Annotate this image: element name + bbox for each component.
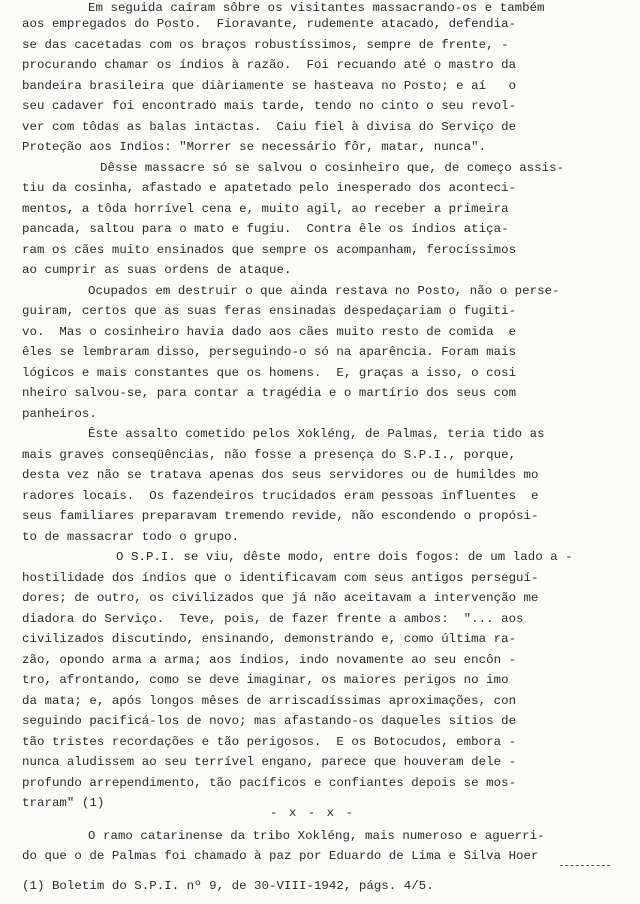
- text-line: tro, afrontando, como se deve imaginar, os maiores perigos no imo: [22, 673, 509, 687]
- dashed-rule: [560, 865, 610, 866]
- text-line: aos empregados do Posto. Fioravante, rudemente atacado, defendia-: [22, 17, 517, 31]
- text-line: Êste assalto cometido pelos Xokléng, de Palmas, teria tido as: [88, 427, 545, 441]
- text-line: nunca aludissem ao seu terrível engano, parece que houveram dele -: [22, 755, 517, 769]
- text-line: vo. Mas o cosinheiro havia dado aos cães muito resto de comida e: [22, 325, 517, 339]
- text-line: seus familiares preparavam tremendo revide, não escondendo o propósi-: [22, 509, 539, 523]
- text-line: Proteção aos Indios: "Morrer se necessário fôr, matar, nunca".: [22, 140, 487, 154]
- text-line: panheiros.: [22, 407, 97, 421]
- text-line: procurando chamar os índios à razão. Foi recuando até o mastro da: [22, 58, 517, 72]
- text-line: O ramo catarinense da tribo Xokléng, mais numeroso e aguerri-: [88, 829, 545, 843]
- text-line: Em seguida caíram sôbre os visitantes massacrando-os e também: [88, 1, 545, 15]
- text-line: desta vez não se tratava apenas dos seus servidores ou de humildes mo: [22, 468, 539, 482]
- text-line: ver com tôdas as balas intactas. Caiu fiel à divisa do Serviço de: [22, 120, 517, 134]
- text-line: profundo arrependimento, tão pacíficos e confiantes depois se mos-: [22, 776, 517, 790]
- text-line: ao cumprir as suas ordens de ataque.: [22, 263, 292, 277]
- text-line: seu cadaver foi encontrado mais tarde, tendo no cinto o seu revol-: [22, 99, 517, 113]
- text-line: bandeira brasileira que diàriamente se hasteava no Posto; e aí o: [22, 79, 517, 93]
- text-line: nheiro salvou-se, para contar a tragédia e o martírio dos seus com: [22, 386, 517, 400]
- text-line: do que o de Palmas foi chamado à paz por Eduardo de Lima e Silva Hoer: [22, 849, 539, 863]
- text-line: radores locais. Os fazendeiros trucidados eram pessoas influentes e: [22, 489, 539, 503]
- text-line: seguindo pacificá-los de novo; mas afastando-os daqueles sítios de: [22, 714, 517, 728]
- section-separator: - x - x -: [270, 806, 355, 820]
- text-line: tão tristes recordações e tão perigosos. E os Botocudos, embora -: [22, 735, 517, 749]
- text-line: mentos, a tôda horrível cena e, muito agil, ao receber a primeira: [22, 202, 509, 216]
- text-line: hostilidade dos índios que o identificavam com seus antigos perseguí-: [22, 571, 539, 585]
- text-line: Ocupados em destruir o que ainda restava no Posto, não o perse-: [88, 284, 560, 298]
- text-line: lógicos e mais constantes que os homens. E, graças a isso, o cosi: [22, 366, 517, 380]
- text-line: mais graves conseqüências, não fosse a presença do S.P.I., porque,: [22, 448, 517, 462]
- text-line: Dêsse massacre só se salvou o cosinheiro que, de começo assis-: [100, 161, 565, 175]
- footnote: (1) Boletim do S.P.I. nº 9, de 30-VIII-1942, págs. 4/5.: [22, 879, 434, 893]
- text-line: ram os cães muito ensinados que sempre os acompanham, ferocíssimos: [22, 243, 517, 257]
- text-line: O S.P.I. se viu, dêste modo, entre dois fogos: de um lado a -: [116, 550, 573, 564]
- text-line: dores; de outro, os civilizados que já não aceitavam a intervenção me: [22, 591, 539, 605]
- text-line: êles se lembraram disso, perseguindo-o só na aparência. Foram mais: [22, 345, 517, 359]
- text-line: pancada, saltou para o mato e fugiu. Contra êle os índios atiça-: [22, 222, 509, 236]
- text-line: se das cacetadas com os braços robustíssimos, sempre de frente, -: [22, 38, 509, 52]
- text-line: to de massacrar todo o grupo.: [22, 530, 240, 544]
- text-line: zão, opondo arma a arma; aos índios, indo novamente ao seu encôn -: [22, 653, 517, 667]
- text-line: tiu da cosinha, afastado e apatetado pelo inesperado dos aconteci-: [22, 181, 517, 195]
- text-line: civilizados discutindo, ensinando, demonstrando e, como última ra-: [22, 632, 517, 646]
- text-line: da mata; e, após longos mêses de arriscadíssimas aproximações, con: [22, 694, 517, 708]
- text-line: traram" (1): [22, 796, 105, 810]
- text-line: guiram, certos que as suas feras ensinadas despedaçariam o fugiti-: [22, 304, 517, 318]
- text-line: diadora do Serviço. Teve, pois, de fazer frente a ambos: "... aos: [22, 612, 524, 626]
